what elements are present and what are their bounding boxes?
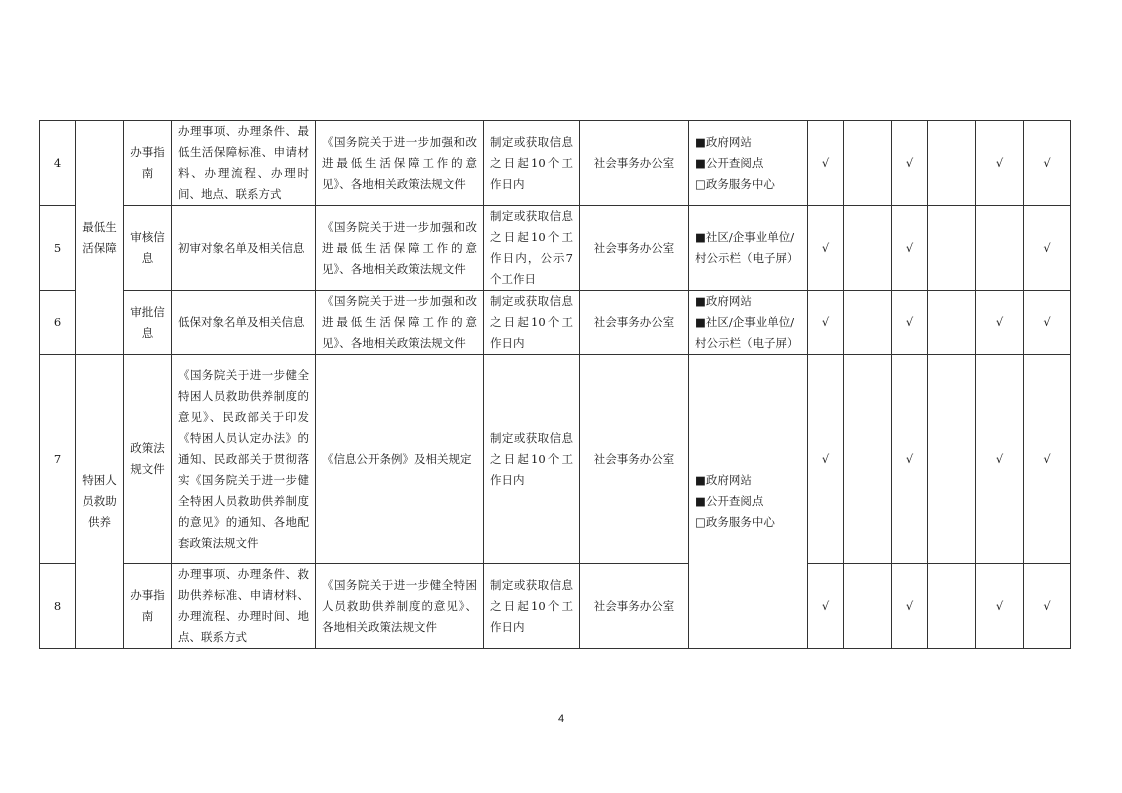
subject-cell: 社会事务办公室 (580, 291, 689, 355)
type-cell: 审核信息 (124, 206, 172, 291)
channel-item: ■公开查阅点 (695, 494, 764, 508)
timing-cell: 制定或获取信息之日起10个工作日内 (484, 291, 580, 355)
check-mark (844, 564, 892, 649)
check-mark (844, 291, 892, 355)
check-mark: √ (1024, 121, 1071, 206)
check-mark (928, 206, 976, 291)
check-mark (976, 206, 1024, 291)
row-number: 6 (40, 291, 76, 355)
check-mark (928, 564, 976, 649)
channel-cell (689, 206, 808, 291)
check-mark: √ (892, 355, 928, 564)
type-cell: 审批信息 (124, 291, 172, 355)
timing-cell: 制定或获取信息之日起10个工作日内 (484, 564, 580, 649)
check-mark: √ (976, 355, 1024, 564)
check-mark: √ (1024, 291, 1071, 355)
content-cell: 初审对象名单及相关信息 (172, 206, 316, 291)
table-row (40, 564, 1071, 649)
channel-item: ■社区/企事业单位/村公示栏（电子屏） (695, 230, 799, 265)
basis-cell: 《国务院关于进一步加强和改进最低生活保障工作的意见》、各地相关政策法规文件 (316, 121, 484, 206)
category-cell: 特困人员救助供养 (76, 355, 124, 649)
check-mark (844, 121, 892, 206)
type-cell: 政策法规文件 (124, 355, 172, 564)
table-row (40, 355, 1071, 564)
check-mark: √ (808, 564, 844, 649)
content-cell: 办理事项、办理条件、最低生活保障标准、申请材料、办理流程、办理时间、地点、联系方式 (172, 121, 316, 206)
channel-cell (689, 291, 808, 355)
channel-item: ■公开查阅点 (695, 155, 764, 170)
basis-cell: 《国务院关于进一步健全特困人员救助供养制度的意见》、各地相关政策法规文件 (316, 564, 484, 649)
check-mark: √ (808, 291, 844, 355)
basis-cell: 《信息公开条例》及相关规定 (316, 355, 484, 564)
timing-cell: 制定或获取信息之日起10个工作日内，公示7个工作日 (484, 206, 580, 291)
subject-cell: 社会事务办公室 (580, 206, 689, 291)
check-mark: √ (976, 564, 1024, 649)
check-mark (928, 121, 976, 206)
basis-cell: 《国务院关于进一步加强和改进最低生活保障工作的意见》、各地相关政策法规文件 (316, 291, 484, 355)
check-mark: √ (892, 291, 928, 355)
content-cell: 《国务院关于进一步健全特困人员救助供养制度的意见》、民政部关于印发《特困人员认定办法》的通知、民政部关于贯彻落实《国务院关于进一步健全特困人员救助供养制度的意见》的通知、各地配套政策法规文件 (172, 355, 316, 564)
timing-cell: 制定或获取信息之日起10个工作日内 (484, 355, 580, 564)
table-row (40, 206, 1071, 291)
category-cell: 最低生活保障 (76, 121, 124, 355)
content-cell: 办理事项、办理条件、救助供养标准、申请材料、办理流程、办理时间、地点、联系方式 (172, 564, 316, 649)
type-cell: 办事指南 (124, 564, 172, 649)
check-mark: √ (808, 206, 844, 291)
channel-cell (689, 355, 808, 649)
timing-cell: 制定或获取信息之日起10个工作日内 (484, 121, 580, 206)
check-mark: √ (808, 355, 844, 564)
check-mark: √ (976, 121, 1024, 206)
check-mark: √ (1024, 564, 1071, 649)
channel-item: □政务服务中心 (695, 515, 775, 529)
subject-cell: 社会事务办公室 (580, 121, 689, 206)
check-mark (844, 206, 892, 291)
table-row (40, 121, 1071, 206)
row-number: 5 (40, 206, 76, 291)
disclosure-table (39, 120, 1071, 649)
check-mark: √ (976, 291, 1024, 355)
check-mark (844, 355, 892, 564)
basis-cell: 《国务院关于进一步加强和改进最低生活保障工作的意见》、各地相关政策法规文件 (316, 206, 484, 291)
channel-item: ■政府网站 (695, 134, 752, 149)
check-mark: √ (808, 121, 844, 206)
row-number: 7 (40, 355, 76, 564)
channel-cell (689, 121, 808, 206)
check-mark: √ (1024, 355, 1071, 564)
channel-item: ■社区/企事业单位/村公示栏（电子屏） (695, 315, 799, 350)
channel-item: □政务服务中心 (695, 176, 775, 191)
subject-cell: 社会事务办公室 (580, 355, 689, 564)
type-cell: 办事指南 (124, 121, 172, 206)
check-mark: √ (1024, 206, 1071, 291)
check-mark: √ (892, 121, 928, 206)
row-number: 8 (40, 564, 76, 649)
check-mark (928, 291, 976, 355)
subject-cell: 社会事务办公室 (580, 564, 689, 649)
check-mark: √ (892, 206, 928, 291)
check-mark: √ (892, 564, 928, 649)
channel-item: ■政府网站 (695, 473, 752, 487)
check-mark (928, 355, 976, 564)
page-number: 4 (557, 713, 565, 725)
content-cell: 低保对象名单及相关信息 (172, 291, 316, 355)
row-number: 4 (40, 121, 76, 206)
table-row (40, 291, 1071, 355)
channel-item: ■政府网站 (695, 294, 752, 308)
